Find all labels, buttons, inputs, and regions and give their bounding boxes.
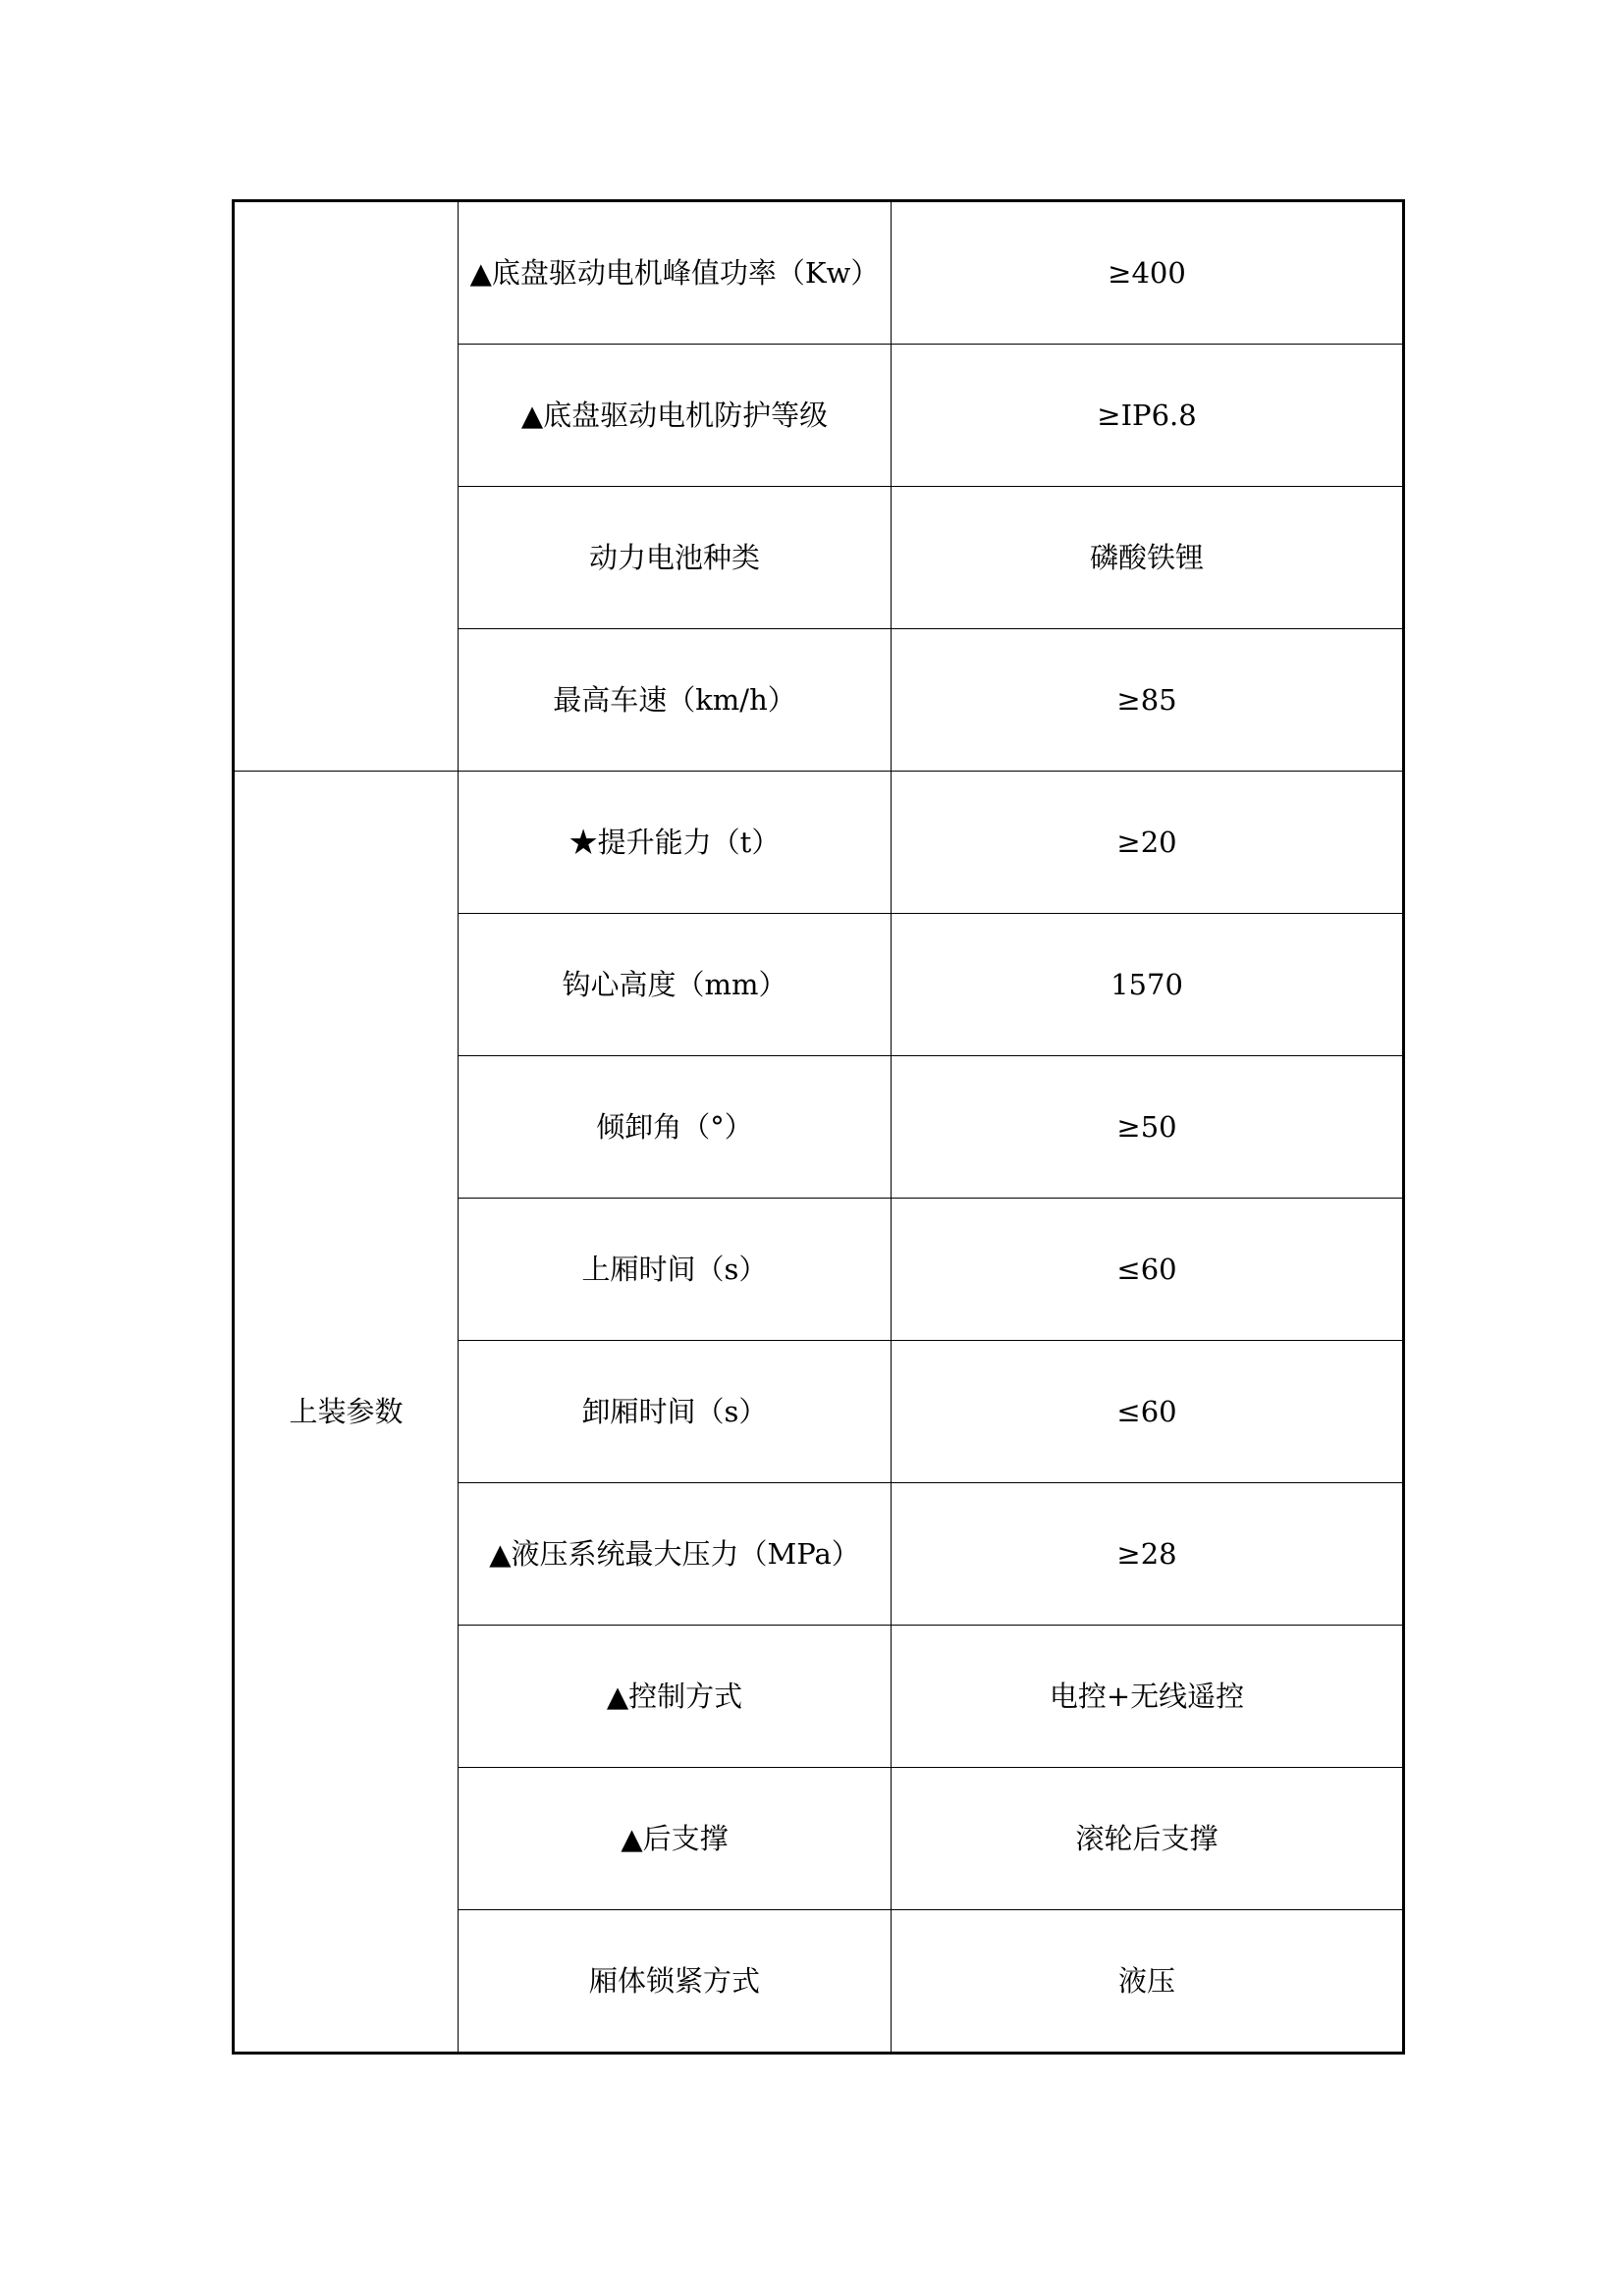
param-cell: ▲后支撑	[459, 1768, 892, 1910]
param-cell: 钩心高度（mm）	[459, 914, 892, 1056]
value-cell: ≥85	[892, 629, 1404, 772]
param-cell: 动力电池种类	[459, 487, 892, 629]
param-cell: ▲底盘驱动电机防护等级	[459, 345, 892, 487]
value-cell: ≥28	[892, 1483, 1404, 1626]
value-cell: 电控+无线遥控	[892, 1626, 1404, 1768]
table-row	[234, 772, 1404, 914]
value-cell: ≤60	[892, 1199, 1404, 1341]
param-cell: ★提升能力（t）	[459, 772, 892, 914]
value-cell: ≥400	[892, 201, 1404, 345]
value-cell: 液压	[892, 1910, 1404, 2054]
value-cell: 滚轮后支撑	[892, 1768, 1404, 1910]
param-cell: 上厢时间（s）	[459, 1199, 892, 1341]
value-cell: 1570	[892, 914, 1404, 1056]
param-cell: 倾卸角（°）	[459, 1056, 892, 1199]
value-cell: ≥IP6.8	[892, 345, 1404, 487]
param-cell: ▲控制方式	[459, 1626, 892, 1768]
value-cell: ≥50	[892, 1056, 1404, 1199]
group-cell-body-params: 上装参数	[234, 772, 459, 2054]
value-cell: ≥20	[892, 772, 1404, 914]
param-cell: 最高车速（km/h）	[459, 629, 892, 772]
value-cell: ≤60	[892, 1341, 1404, 1483]
value-cell: 磷酸铁锂	[892, 487, 1404, 629]
param-cell: ▲底盘驱动电机峰值功率（Kw）	[459, 201, 892, 345]
spec-table	[232, 199, 1405, 2055]
param-cell: 卸厢时间（s）	[459, 1341, 892, 1483]
param-cell: 厢体锁紧方式	[459, 1910, 892, 2054]
param-cell: ▲液压系统最大压力（MPa）	[459, 1483, 892, 1626]
table-row	[234, 201, 1404, 345]
group-cell-chassis	[234, 201, 459, 772]
